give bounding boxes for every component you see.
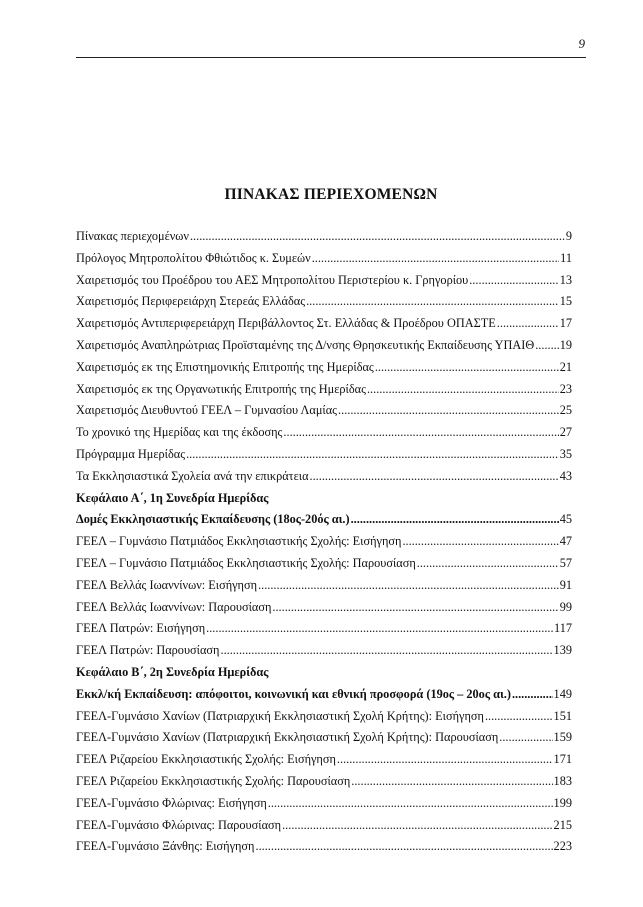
toc-entry-page-number: 11: [560, 250, 572, 265]
toc-entry-label: Χαιρετισμός εκ της Επιστημονικής Επιτροπής της Ημερίδας: [76, 359, 374, 374]
toc-entry-label: ΓΕΕΛ – Γυμνάσιο Πατμιάδος Εκκλησιαστικής Σχολής: Παρουσίαση: [76, 555, 416, 570]
dot-leader: [351, 512, 559, 527]
toc-entry[interactable]: [76, 273, 572, 295]
toc-entry[interactable]: [76, 643, 572, 665]
toc-entry-page-number: 9: [565, 229, 572, 243]
dot-leader: [283, 425, 558, 440]
toc-entry-page-number: 91: [559, 577, 572, 592]
toc-entry-page-number: 159: [553, 730, 572, 745]
toc-entry[interactable]: [76, 360, 572, 382]
dot-leader: [190, 229, 565, 244]
toc-entry-page-number: 183: [553, 773, 572, 788]
toc-entry[interactable]: [76, 818, 572, 840]
toc-entry[interactable]: [76, 294, 572, 316]
toc-entry-page-number: 23: [559, 381, 572, 396]
toc-entry[interactable]: [76, 578, 572, 600]
toc-entry-label: Τα Εκκλησιαστικά Σχολεία ανά την επικράτεια: [76, 468, 309, 483]
toc-entry-label: Κεφάλαιο Β΄, 2η Συνεδρία Ημερίδας: [76, 664, 269, 679]
dot-leader: [499, 730, 552, 745]
toc-entry-page-number: 17: [559, 316, 572, 331]
toc-entry-label: Πρόλογος Μητροπολίτου Φθιώτιδος κ. Συμεών: [76, 250, 311, 265]
toc-entry-page-number: 19: [559, 337, 572, 352]
dot-leader: [310, 469, 559, 484]
toc-section-heading[interactable]: [76, 665, 572, 687]
dot-leader: [268, 796, 553, 811]
toc-entry-page-number: 57: [559, 555, 572, 570]
dot-leader: [312, 251, 559, 266]
toc-entry-page-number: 25: [559, 403, 572, 418]
toc-entry[interactable]: [76, 534, 572, 556]
toc-entry-page-number: 215: [553, 817, 572, 832]
toc-entry-page-number: 13: [559, 272, 572, 287]
toc-entry[interactable]: [76, 730, 572, 752]
toc-entry[interactable]: [76, 512, 572, 534]
dot-leader: [186, 447, 559, 462]
toc-entry[interactable]: [76, 774, 572, 796]
dot-leader: [282, 818, 552, 833]
dot-leader: [221, 643, 553, 658]
toc-entry-label: Χαιρετισμός εκ της Οργανωτικής Επιτροπής της Ημερίδας: [76, 381, 366, 396]
toc-entry-label: ΓΕΕΛ – Γυμνάσιο Πατμιάδος Εκκλησιαστικής Σχολής: Εισήγηση: [76, 534, 402, 549]
toc-entry-label: ΓΕΕΛ Πατρών: Παρουσίαση: [76, 643, 220, 658]
dot-leader: [367, 382, 559, 397]
toc-entry[interactable]: [76, 621, 572, 643]
toc-entry-label: ΓΕΕΛ Ριζαρείου Εκκλησιαστικής Σχολής: Εισήγηση: [76, 752, 336, 767]
dot-leader: [206, 621, 553, 636]
toc-entry-page-number: 151: [553, 708, 572, 723]
dot-leader: [485, 709, 553, 724]
toc-entry-page-number: 139: [553, 643, 572, 658]
toc-entry[interactable]: [76, 600, 572, 622]
toc-entry-label: Χαιρετισμός Αντιπεριφερειάρχη Περιβάλλοντος Στ. Ελλάδας & Προέδρου ΟΠΑΣΤΕ: [76, 316, 496, 331]
toc-entry-page-number: 43: [559, 468, 572, 483]
toc-entry[interactable]: [76, 251, 572, 273]
toc-entry[interactable]: [76, 338, 572, 360]
toc-entry-label: ΓΕΕΛ Ριζαρείου Εκκλησιαστικής Σχολής: Παρουσίαση: [76, 773, 351, 788]
dot-leader: [351, 774, 552, 789]
toc-entry-page-number: 117: [554, 621, 572, 636]
toc-entry-label: Το χρονικό της Ημερίδας και της έκδοσης: [76, 425, 283, 440]
toc-entry-page-number: 199: [553, 795, 572, 810]
toc-entry-page-number: 99: [559, 599, 572, 614]
dot-leader: [272, 600, 558, 615]
toc-entry[interactable]: [76, 403, 572, 425]
toc-entry-page-number: 27: [559, 425, 572, 440]
toc-entry-page-number: 35: [559, 446, 572, 461]
toc-entry[interactable]: [76, 687, 572, 709]
toc-entry-label: Πίνακας περιεχομένων: [76, 229, 189, 243]
toc-entry[interactable]: [76, 556, 572, 578]
dot-leader: [256, 839, 553, 854]
toc-entry-label: ΓΕΕΛ Βελλάς Ιωαννίνων: Παρουσίαση: [76, 599, 272, 614]
toc-list: [76, 229, 572, 861]
toc-entry[interactable]: [76, 796, 572, 818]
dot-leader: [306, 294, 559, 309]
toc-entry[interactable]: [76, 229, 572, 251]
toc-entry-label: ΓΕΕΛ-Γυμνάσιο Ξάνθης: Εισήγηση: [76, 839, 255, 854]
dot-leader: [375, 360, 559, 375]
toc-entry-label: ΓΕΕΛ-Γυμνάσιο Φλώρινας: Εισήγηση: [76, 795, 267, 810]
toc-entry[interactable]: [76, 447, 572, 469]
dot-leader: [497, 316, 559, 331]
toc-entry[interactable]: [76, 469, 572, 491]
toc-entry[interactable]: [76, 709, 572, 731]
toc-entry-label: Κεφάλαιο Α΄, 1η Συνεδρία Ημερίδας: [76, 490, 269, 505]
toc-entry-page-number: 47: [559, 534, 572, 549]
toc-entry-label: Χαιρετισμός Περιφερειάρχη Στερεάς Ελλάδας: [76, 294, 306, 309]
toc-entry-page-number: 223: [553, 839, 572, 854]
toc-entry-page-number: 149: [553, 686, 572, 701]
dot-leader: [402, 534, 558, 549]
toc-entry-label: ΓΕΕΛ-Γυμνάσιο Χανίων (Πατριαρχική Εκκλησιαστική Σχολή Κρήτης): Παρουσίαση: [76, 730, 499, 745]
toc-entry-label: Χαιρετισμός Διευθυντού ΓΕΕΛ – Γυμνασίου Λαμίας: [76, 403, 338, 418]
toc-entry[interactable]: [76, 425, 572, 447]
toc-entry-label: Πρόγραμμα Ημερίδας: [76, 446, 186, 461]
toc-section-heading[interactable]: [76, 491, 572, 513]
dot-leader: [512, 687, 553, 702]
dot-leader: [258, 578, 559, 593]
toc-entry-label: ΓΕΕΛ Βελλάς Ιωαννίνων: Εισήγηση: [76, 577, 258, 592]
toc-entry-page-number: 15: [559, 294, 572, 309]
dot-leader: [417, 556, 559, 571]
toc-entry[interactable]: [76, 752, 572, 774]
toc-entry-label: Χαιρετισμός Αναπληρώτριας Προϊσταμένης της Δ/νσης Θρησκευτικής Εκπαίδευσης ΥΠΑΙΘ: [76, 337, 535, 352]
toc-entry[interactable]: [76, 382, 572, 404]
toc-entry-label: ΓΕΕΛ-Γυμνάσιο Χανίων (Πατριαρχική Εκκλησιαστική Σχολή Κρήτης): Εισήγηση: [76, 708, 484, 723]
dot-leader: [469, 273, 558, 288]
page-number: 9: [578, 36, 585, 51]
toc-entry-label: ΓΕΕΛ-Γυμνάσιο Φλώρινας: Παρουσίαση: [76, 817, 282, 832]
dot-leader: [535, 338, 558, 353]
toc-entry[interactable]: [76, 839, 572, 861]
dot-leader: [338, 403, 559, 418]
toc-title: ΠΙΝΑΚΑΣ ΠΕΡΙΕΧΟΜΕΝΩΝ: [224, 186, 438, 203]
toc-entry-label: ΓΕΕΛ Πατρών: Εισήγηση: [76, 621, 206, 636]
toc-entry-label: Χαιρετισμός του Προέδρου του ΑΕΣ Μητροπολίτου Περιστερίου κ. Γρηγορίου: [76, 272, 469, 287]
toc-entry-page-number: 21: [559, 359, 572, 374]
header-rule: [76, 57, 586, 58]
toc-entry-label: Εκκλ/κή Εκπαίδευση: απόφοιτοι, κοινωνική και εθνική προσφορά (19ος – 20ος αι.): [76, 686, 511, 701]
toc-entry-label: Δομές Εκκλησιαστικής Εκπαίδευσης (18ος-20ός αι.): [76, 512, 350, 527]
toc-entry[interactable]: [76, 316, 572, 338]
toc-entry-page-number: 45: [559, 512, 572, 527]
toc-entry-page-number: 171: [553, 752, 572, 767]
dot-leader: [337, 752, 553, 767]
